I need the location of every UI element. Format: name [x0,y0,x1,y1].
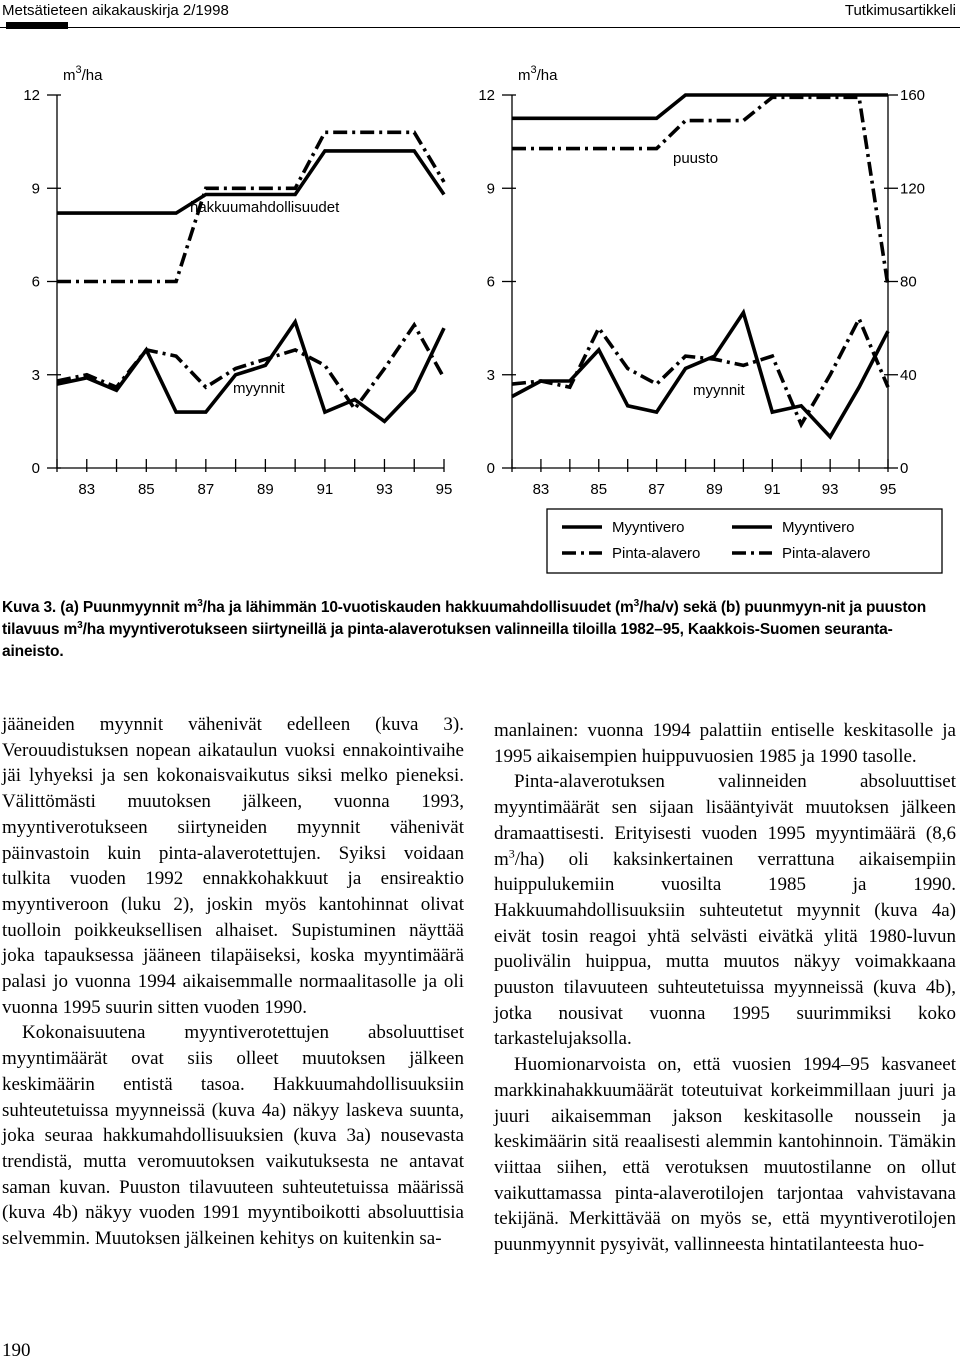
series-annotation: myynnit [233,380,285,397]
y-tick-label-right: 0 [900,460,909,477]
y-tick-label: 9 [31,180,40,198]
x-tick-label: 93 [376,481,393,498]
x-tick-label: 83 [532,481,550,498]
body-column-left [2,712,464,1252]
series-line [512,97,888,286]
figure-caption: Kuva 3. (a) Puunmyynnit $m^3/ha$ ja lähimmän 10-vuotiskauden hakkuumahdollisuudet $(m^3/ha/v)$ sekä (b) puunmyyn-nit ja puuston tilavuus $m^3/ha$ myyntiverotukseen siirtyneillä ja pinta-alaverotuksen valinneilla tiloilla 1982–95, Kaakkois-Suomen seuranta-aineisto. [2,597,927,660]
y-axis-label: $m^3/ha$ [63,64,103,84]
y-tick-label: 3 [486,366,495,384]
series-line [57,322,444,422]
x-tick-label: 83 [78,481,96,498]
series-annotation: hakkuumahdollisuudet [190,199,340,216]
y-tick-label: 3 [31,366,40,384]
journal-title: Metsätieteen aikakauskirja 2/1998 [2,2,229,19]
series-line [512,95,888,118]
y-tick-label-right: 160 [900,87,926,104]
body-column-right [494,718,956,1258]
legend-label: Pinta-alavero [612,545,701,562]
legend-label: Myyntivero [612,519,685,536]
y-axis-label: $m^3/ha$ [518,64,558,84]
x-tick-label: 85 [137,481,155,498]
y-tick-label: 0 [31,460,40,477]
paragraph: jääneiden myynnit vähenivät edelleen (kuva 3). Verouudistuksen nopean aikataulun vuoksi ennakointivaihe jäi lyhyeksi ja sen kokonaisvaikutus siksi melko pieneksi. Välittömästi muutoksen jälkeen, vuonna 1993, myyntiverotukseen siirtyneiden myynnit vähenivät päinvastoin kuin pinta-alaverotettujen. Syiksi voidaan tulkita vuoden 1992 ennakkohakkuut ja ensireaktio myyntiveroon (luku 2), joskin myös kantohinnat olivat tuolloin poikkeuksellisen alhaiset. Supistuminen näyttää joka tapauksessa jääneen tilapäiseksi, koska myyntimäärä palasi jo vuonna 1994 aikaisemmalle normaalitasolle ja oli vuonna 1995 suurin sitten vuoden 1990. [2,714,464,1018]
y-tick-label: 9 [486,180,495,198]
x-tick-label: 95 [879,481,897,498]
y-tick-label: 12 [478,87,495,104]
legend-label: Myyntivero [782,519,855,536]
x-tick-label: 85 [590,481,608,498]
series-annotation: myynnit [693,382,745,399]
y-tick-label: 6 [31,273,40,291]
paragraph: Pinta-alaverotuksen valinneiden absoluuttiset myyntimäärät sen sijaan lisääntyivät muutoksen jälkeen dramaattisesti. Erityisesti vuoden 1995 myyntimäärä (8,6 $m^3/ha$) oli kaksinkertainen verrattuna aikaisempiin huippulukemiin vuosilta 1985 ja 1990. Hakkuumahdollisuuksiin suhteutetut myynnit (kuva 4a) eivät tosin reagoi yhtä selvästi eivätkä ylitä 1980-luvun puolivälin huippua, mutta muutos näkyy voimakkaana puuston tilavuuteen suhteutetuissa myynneissä (kuva 4b), jotka nousivat vuonna 1995 suurimmiksi koko tarkastelujaksolla. [494,771,956,1050]
y-tick-label-right: 80 [900,273,917,291]
caption-text-4: /ha myyntiverotukseen siirtyneillä ja pinta-alaverotuksen valinneilla tiloilla 1982–95, Kaakkois-Suomen seuranta-aineisto. [2,621,893,660]
y-tick-label: 12 [23,87,40,104]
x-tick-label: 87 [648,481,665,498]
x-tick-label: 87 [197,481,215,498]
series-line [512,319,888,425]
page-number: 190 [2,1340,31,1361]
paragraph: Huomionarvoista on, että vuosien 1994–95 kasvaneet markkinahakkuumäärät toteutuivat korkeimmillaan juuri ja juuri aikaisemman jakson keskitasolle noussein ja keskimäärin sitä reaalisesti alemmin kantohinnoin. Tämäkin viittaa siihen, että verotuksen muutostilanne on ollut vaikuttamassa pinta-alaverotilojen tarjontaa vahvistavana tekijänä. Merkittävää on myös se, että myyntiverotilojen puunmyynnit pysyivät, vallinneesta hintatilanteesta huo- [494,1054,956,1256]
x-tick-label: 91 [316,481,334,498]
section-title: Tutkimusartikkeli [844,2,956,19]
y-tick-label-right: 120 [900,180,926,198]
figure-3 [0,0,960,595]
caption-text-2: /ha ja lähimmän 10-vuotiskauden hakkuumahdollisuudet (m [202,599,634,616]
y-tick-label: 0 [486,460,495,477]
paragraph: Kokonaisuutena myyntiverotettujen absoluuttiset myyntimäärät ovat siis olleet muutoksen jälkeen keskimäärin entistä tasoa. Hakkuumahdollisuuksiin suhteutetuissa myynneissä (kuva 4a) näkyy laskeva suunta, joka seuraa hakkumahdollisuuksien (kuva 3a) nousevasta trendistä, mutta veromuutoksen vaikutuksesta ne antavat saman kuvan. Puuston tilavuuteen suhteutetuissa määrissä (kuva 4b) näkyy vuoden 1991 myyntiboikotti absoluuttisia selvemmin. Muutoksen jälkeinen kehitys on kuitenkin sa- [2,1022,464,1250]
x-tick-label: 91 [763,481,781,498]
legend-label: Pinta-alavero [782,545,871,562]
caption-text-1: (a) Puunmyynnit m [60,599,198,616]
legend-box [547,509,942,573]
x-tick-label: 89 [706,481,723,498]
caption-label: Kuva 3. [2,599,57,616]
x-tick-label: 93 [821,481,839,498]
x-tick-label: 95 [435,481,453,498]
series-annotation: puusto [673,150,719,167]
caption-text-3: /ha/v) sekä (b) puunmyyn-nit ja puuston tilavuus m [2,599,927,638]
y-tick-label: 6 [486,273,495,291]
y-tick-label-right: 40 [900,366,917,384]
x-tick-label: 89 [257,481,274,498]
paragraph: manlainen: vuonna 1994 palattiin entiselle keskitasolle ja 1995 aikaisempien huippuvuosien 1985 ja 1990 tasolle. [494,720,956,767]
